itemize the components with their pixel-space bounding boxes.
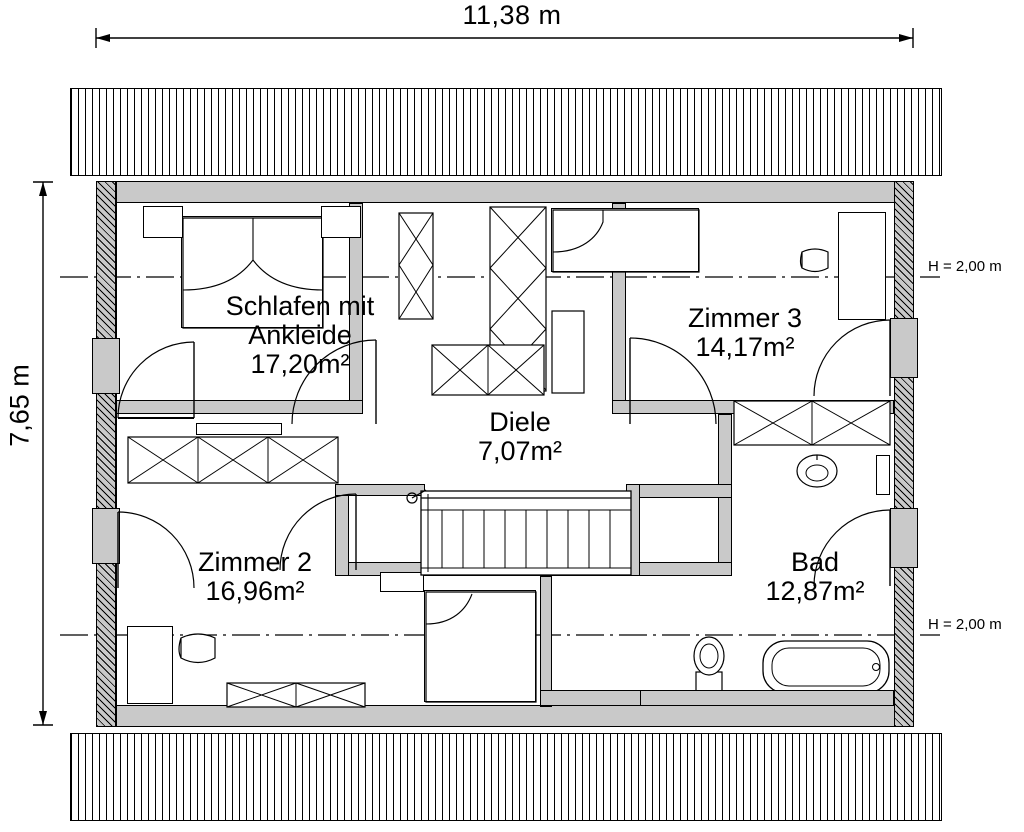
height-marker-label-lower: H = 2,00 m (928, 616, 1002, 633)
room-label-bad (725, 548, 905, 606)
room-name-zimmer3: Zimmer 3 (688, 303, 802, 333)
bathtub (762, 640, 890, 694)
left-dimension-line (30, 170, 56, 740)
room-area-zimmer3: 14,17m² (695, 332, 795, 363)
nightstand-right (321, 206, 361, 238)
room-area-bad: 12,87m² (765, 576, 865, 607)
top-dimension-line (0, 26, 1024, 50)
room-name-zimmer2: Zimmer 2 (198, 547, 312, 577)
room-label-zimmer3 (630, 304, 860, 362)
height-marker-label-upper: H = 2,00 m (928, 258, 1002, 275)
wall-inner-face-left (116, 181, 117, 727)
overall-width-dimension-label: 11,38 m (462, 0, 562, 30)
room-name-schlafen-line1: Schlafen mit (225, 291, 375, 321)
roof-band-bottom (70, 733, 942, 821)
chair-zimmer3 (798, 246, 832, 278)
dresser-bedroom (196, 423, 282, 435)
staircase (420, 490, 632, 576)
chair-zimmer2 (176, 630, 220, 670)
bed-zimmer2-detail (424, 590, 540, 706)
stair-direction-arrow (400, 486, 430, 516)
room-name-schlafen-line2: Ankleide (248, 320, 352, 351)
bed-zimmer3-detail (551, 208, 703, 276)
door-closet (551, 310, 585, 394)
exterior-wall-right (894, 181, 914, 727)
room-name-diele: Diele (489, 407, 551, 437)
room-label-schlafen (160, 292, 440, 379)
bathroom-radiator (876, 455, 890, 495)
toilet (688, 634, 730, 696)
sofa-zimmer2 (127, 626, 173, 704)
room-label-diele (420, 408, 620, 466)
room-area-zimmer2: 16,96m² (205, 576, 305, 607)
nightstand-left (143, 206, 183, 238)
exterior-wall-bottom (96, 705, 914, 727)
wall-inner-face-right (894, 181, 895, 727)
window-right-upper (890, 318, 918, 378)
room-label-zimmer2 (145, 548, 365, 606)
closet-block-lower (431, 344, 545, 396)
exterior-wall-top (96, 181, 914, 203)
exterior-wall-left (96, 181, 116, 727)
wardrobe-zimmer2 (226, 682, 366, 708)
sink-bad (795, 452, 839, 490)
room-area-diele: 7,07m² (477, 436, 563, 467)
room-area-schlafen: 17,20m² (250, 349, 350, 380)
roof-band-top (70, 88, 942, 176)
bathroom-counter (540, 690, 894, 706)
nightstand-zimmer2 (380, 572, 424, 592)
interior-wall-zimmer2-right (540, 576, 552, 707)
overall-height-dimension-label: 7,65 m (4, 364, 35, 447)
room-name-bad: Bad (790, 547, 840, 577)
bathroom-counter-divider (640, 690, 641, 706)
wardrobe-ankleide (127, 436, 339, 484)
interior-wall-diele-bad (626, 484, 732, 498)
closet-zimmer3-bottom (733, 400, 891, 446)
